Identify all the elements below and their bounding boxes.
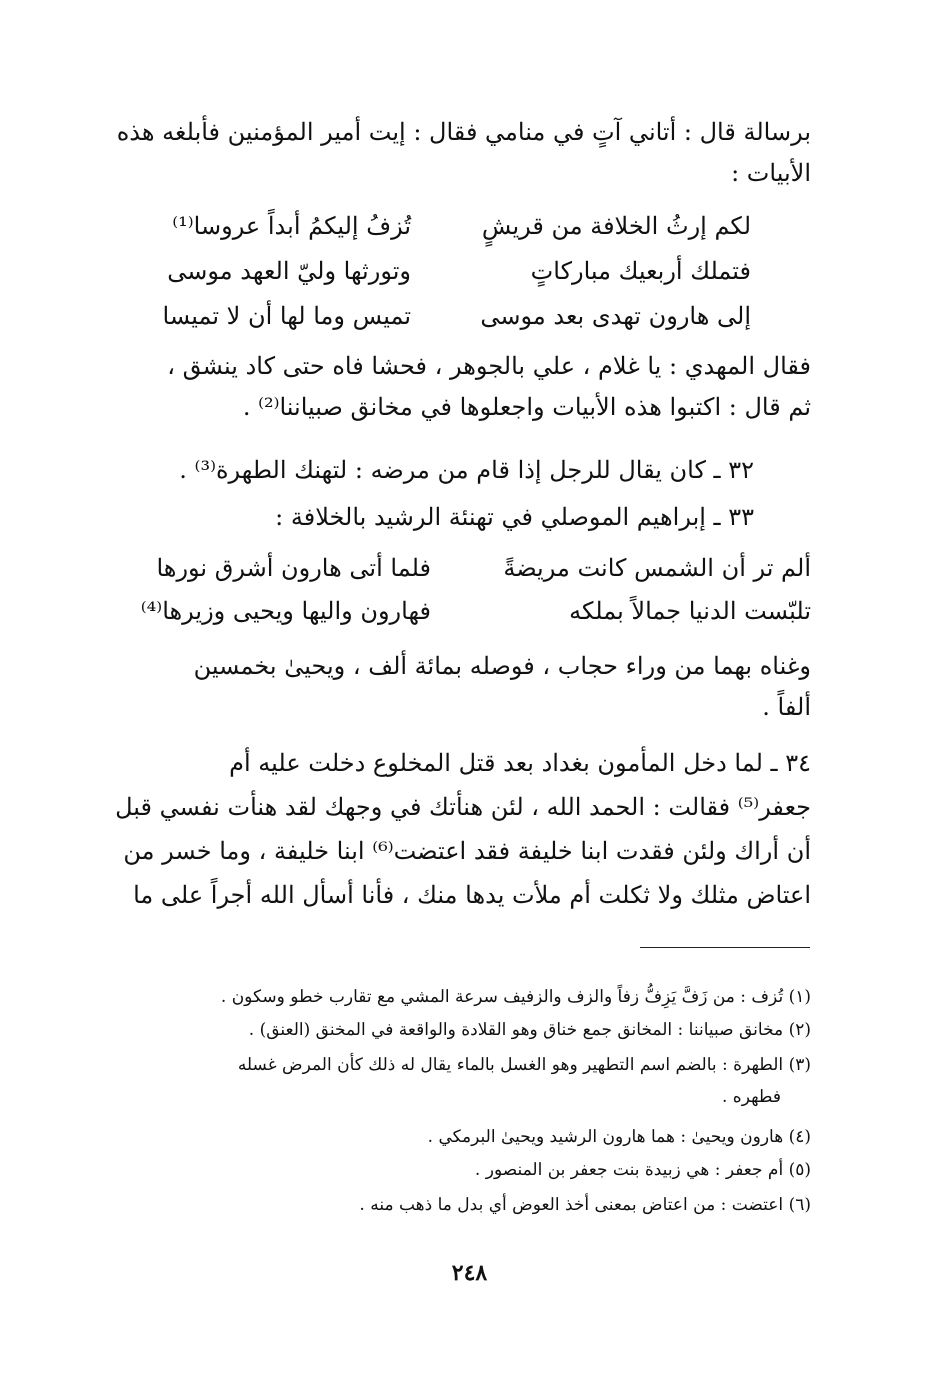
footnote-number: (٥) xyxy=(788,1160,811,1180)
verse-first-hemistich: تلبّست الدنيا جمالاً بملكه xyxy=(569,597,811,625)
verse-line xyxy=(121,206,811,246)
item-33: ٣٣ ـ إبراهيم الموصلي في تهنئة الرشيد بالخلافة : xyxy=(275,503,754,531)
verse-line xyxy=(121,251,811,291)
footnote-text: الطهرة : بالضم اسم التطهير وهو الغسل بالماء يقال له ذلك كأن المرض غسله xyxy=(237,1055,784,1075)
verse-second-hemistich: فلما أتى هارون أشرق نورها xyxy=(156,554,431,582)
verse-line xyxy=(121,296,811,336)
footnote-number: (٦) xyxy=(788,1195,811,1215)
footnote-number: (٤) xyxy=(788,1127,811,1147)
footnote xyxy=(111,1015,811,1045)
text-line: اعتاض مثلك ولا ثكلت أم ملأت يدها منك ، فأنا أسأل الله أجراً على ما xyxy=(133,881,811,909)
verse-first-hemistich: ألم تر أن الشمس كانت مريضةً xyxy=(503,554,811,582)
footnote-text: تُزف : من زَفَّ يَزِفُّ زفاً والزف والزفيف سرعة المشي مع تقارب خطو وسكون . xyxy=(220,987,784,1007)
item-32: ٣٢ ـ كان يقال للرجل إذا قام من مرضه : لتهنك الطهرة⁽³⁾ . xyxy=(179,456,754,484)
footnote-number: (٢) xyxy=(788,1020,811,1040)
text-line: فقال المهدي : يا غلام ، علي بالجوهر ، فحشا فاه حتى كاد ينشق ، xyxy=(167,352,811,380)
verse-line xyxy=(121,591,811,631)
footnote-text: مخانق صبياننا : المخانق جمع خناق وهو القلادة والواقعة في المخنق (العنق) . xyxy=(248,1020,784,1040)
footnote-text: اعتضت : من اعتاض بمعنى أخذ العوض أي بدل ما ذهب منه . xyxy=(359,1195,784,1215)
verse-second-hemistich: فهارون واليها ويحيى وزيرها⁽⁴⁾ xyxy=(140,597,431,625)
text-line: جعفر⁽⁵⁾ فقالت : الحمد الله ، لئن هنأتك في وجهك لقد هنأت نفسي قبل xyxy=(115,793,811,821)
verse-first-hemistich: إلى هارون تهدى بعد موسى xyxy=(480,302,751,330)
footnote-separator xyxy=(640,947,810,948)
footnote xyxy=(111,1050,811,1080)
verse-second-hemistich: تُزفُ إليكمُ أبداً عروسا⁽¹⁾ xyxy=(172,212,411,240)
paragraph-intro xyxy=(116,112,811,194)
text-line: ثم قال : اكتبوا هذه الأبيات واجعلوها في مخانق صبياننا⁽²⁾ . xyxy=(242,393,811,421)
text-line: ٣٤ ـ لما دخل المأمون بغداد بعد قتل المخلوع دخلت عليه أم xyxy=(229,749,811,777)
paragraph-item-34 xyxy=(115,741,811,917)
paragraph-mahdi xyxy=(121,346,811,428)
paragraph-singing xyxy=(121,646,811,728)
footnote xyxy=(111,1155,811,1185)
footnote-text: هارون ويحيىٰ : هما هارون الرشيد ويحيىٰ البرمكي . xyxy=(427,1127,784,1147)
footnote xyxy=(111,982,811,1012)
footnote-number: (١) xyxy=(788,987,811,1007)
text-line: وغناه بهما من وراء حجاب ، فوصله بمائة ألف ، ويحيىٰ بخمسين xyxy=(193,652,811,680)
footnote xyxy=(111,1122,811,1152)
footnote-continuation: فطهره . xyxy=(721,1087,781,1107)
text-line: أن أراك ولئن فقدت ابنا خليفة فقد اعتضت⁽⁶⁾ ابنا خليفة ، وما خسر من xyxy=(123,837,811,865)
text-line: ألفاً . xyxy=(762,693,811,721)
verse-line xyxy=(121,548,811,588)
footnote xyxy=(111,1190,811,1220)
footnote-number: (٣) xyxy=(788,1055,811,1075)
footnote-text: أم جعفر : هي زبيدة بنت جعفر بن المنصور . xyxy=(474,1160,784,1180)
verse-first-hemistich: لكم إرثُ الخلافة من قريشٍ xyxy=(481,212,751,240)
verse-second-hemistich: تميس وما لها أن لا تميسا xyxy=(162,302,411,330)
verse-first-hemistich: فتملك أربعيك مباركاتٍ xyxy=(530,257,751,285)
verse-second-hemistich: وتورثها وليّ العهد موسى xyxy=(167,257,411,285)
text-line: الأبيات : xyxy=(731,159,811,187)
text-line: برسالة قال : أتاني آتٍ في منامي فقال : إيت أمير المؤمنين فأبلغه هذه xyxy=(116,118,811,146)
page-number: ٢٤٨ xyxy=(451,1260,488,1286)
